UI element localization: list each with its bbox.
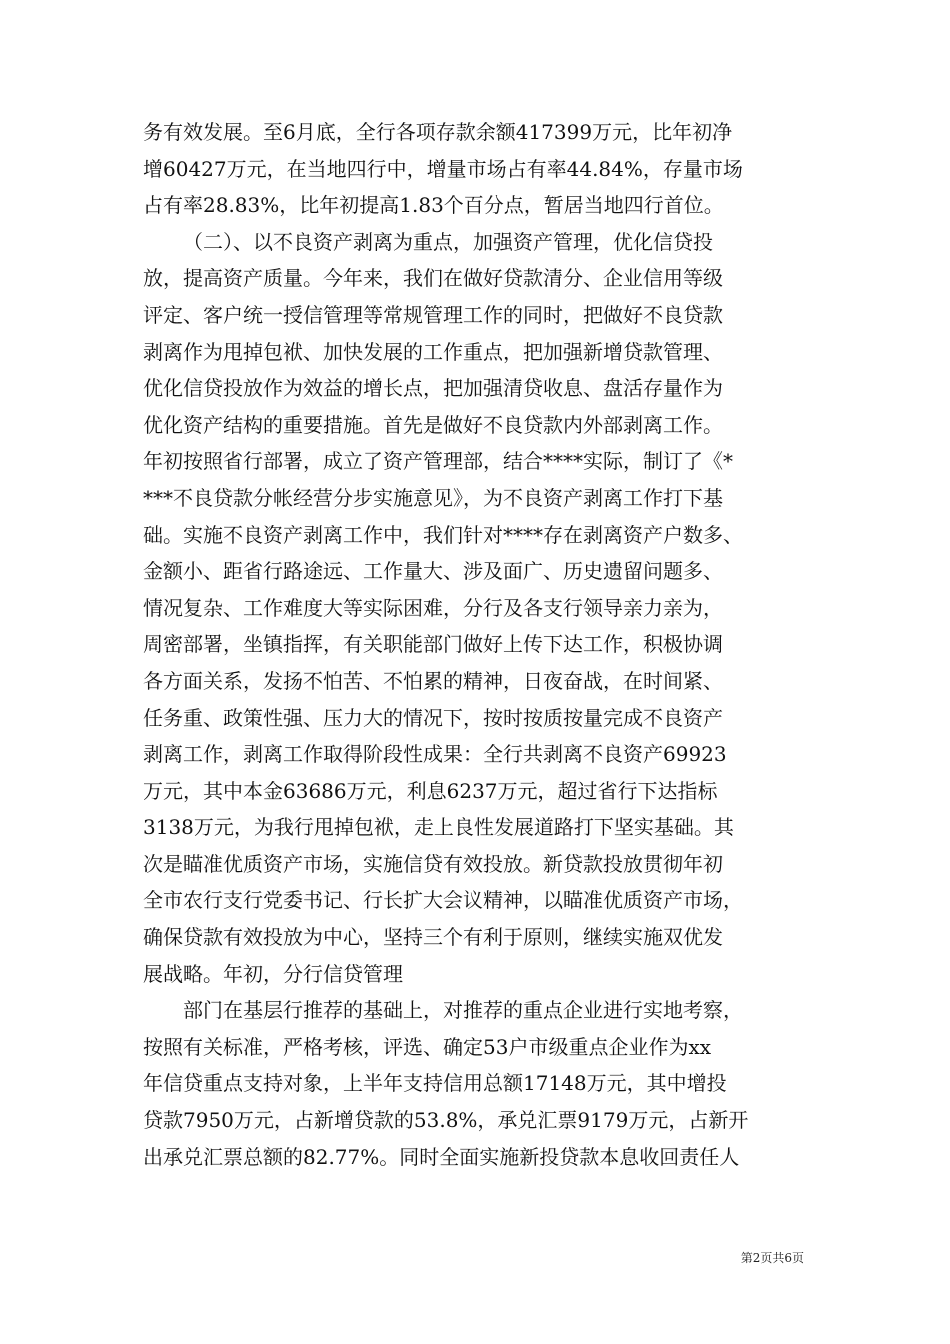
text-line: 评定、客户统一授信管理等常规管理工作的同时，把做好不良贷款 <box>143 302 723 327</box>
paragraph <box>143 114 813 224</box>
text-line: 金额小、距省行路途远、工作量大、涉及面广、历史遗留问题多、 <box>143 559 723 584</box>
text-line: 优化资产结构的重要措施。首先是做好不良贷款内外部剥离工作。 <box>143 412 723 437</box>
text-line: 占有率28.83%，比年初提高1.83个百分点，暂居当地四行首位。 <box>143 193 724 218</box>
text-line: 确保贷款有效投放为中心，坚持三个有利于原则，继续实施双优发 <box>143 925 723 950</box>
text-line: 优化信贷投放作为效益的增长点，把加强清贷收息、盘活存量作为 <box>143 376 723 401</box>
document-body <box>143 114 813 1175</box>
text-line: 贷款7950万元，占新增贷款的53.8%，承兑汇票9179万元，占新开 <box>143 1108 749 1133</box>
page-number: 第2页共6页 <box>740 1251 804 1265</box>
text-line: 部门在基层行推荐的基础上，对推荐的重点企业进行实地考察， <box>183 998 743 1023</box>
text-line: 放，提高资产质量。今年来，我们在做好贷款清分、企业信用等级 <box>143 266 723 291</box>
text-line: 周密部署，坐镇指挥，有关职能部门做好上传下达工作，积极协调 <box>143 632 723 657</box>
text-line: 年初按照省行部署，成立了资产管理部，结合****实际，制订了《* <box>143 449 733 474</box>
paragraph <box>143 992 813 1175</box>
text-line: 增60427万元，在当地四行中，增量市场占有率44.84%，存量市场 <box>143 156 743 181</box>
text-line: 剥离工作，剥离工作取得阶段性成果：全行共剥离不良资产69923 <box>143 742 727 767</box>
text-line: 情况复杂、工作难度大等实际困难，分行及各支行领导亲力亲为， <box>143 595 723 620</box>
text-line: 各方面关系，发扬不怕苦、不怕累的精神，日夜奋战，在时间紧、 <box>143 668 723 693</box>
text-line: 按照有关标准，严格考核，评选、确定53户市级重点企业作为xx <box>143 1034 712 1059</box>
text-line: 础。实施不良资产剥离工作中，我们针对****存在剥离资产户数多、 <box>143 522 743 547</box>
text-line: （二）、以不良资产剥离为重点，加强资产管理，优化信贷投 <box>183 229 713 254</box>
text-line: 3138万元，为我行甩掉包袱，走上良性发展道路打下坚实基础。其 <box>143 815 734 840</box>
text-line: 剥离作为甩掉包袱、加快发展的工作重点，把加强新增贷款管理、 <box>143 339 723 364</box>
text-line: 全市农行支行党委书记、行长扩大会议精神，以瞄准优质资产市场， <box>143 888 743 913</box>
text-line: 出承兑汇票总额的82.77%。同时全面实施新投贷款本息收回责任人 <box>143 1144 740 1169</box>
text-line: 次是瞄准优质资产市场，实施信贷有效投放。新贷款投放贯彻年初 <box>143 851 723 876</box>
text-line: 展战略。年初，分行信贷管理 <box>143 961 403 986</box>
text-line: ***不良贷款分帐经营分步实施意见》，为不良资产剥离工作打下基 <box>143 485 723 510</box>
paragraph <box>143 224 813 992</box>
text-line: 万元，其中本金63686万元，利息6237万元，超过省行下达指标 <box>143 778 718 803</box>
text-line: 年信贷重点支持对象，上半年支持信用总额17148万元，其中增投 <box>143 1071 727 1096</box>
text-line: 务有效发展。至6月底，全行各项存款余额417399万元，比年初净 <box>143 120 733 144</box>
text-line: 任务重、政策性强、压力大的情况下，按时按质按量完成不良资产 <box>143 705 723 730</box>
